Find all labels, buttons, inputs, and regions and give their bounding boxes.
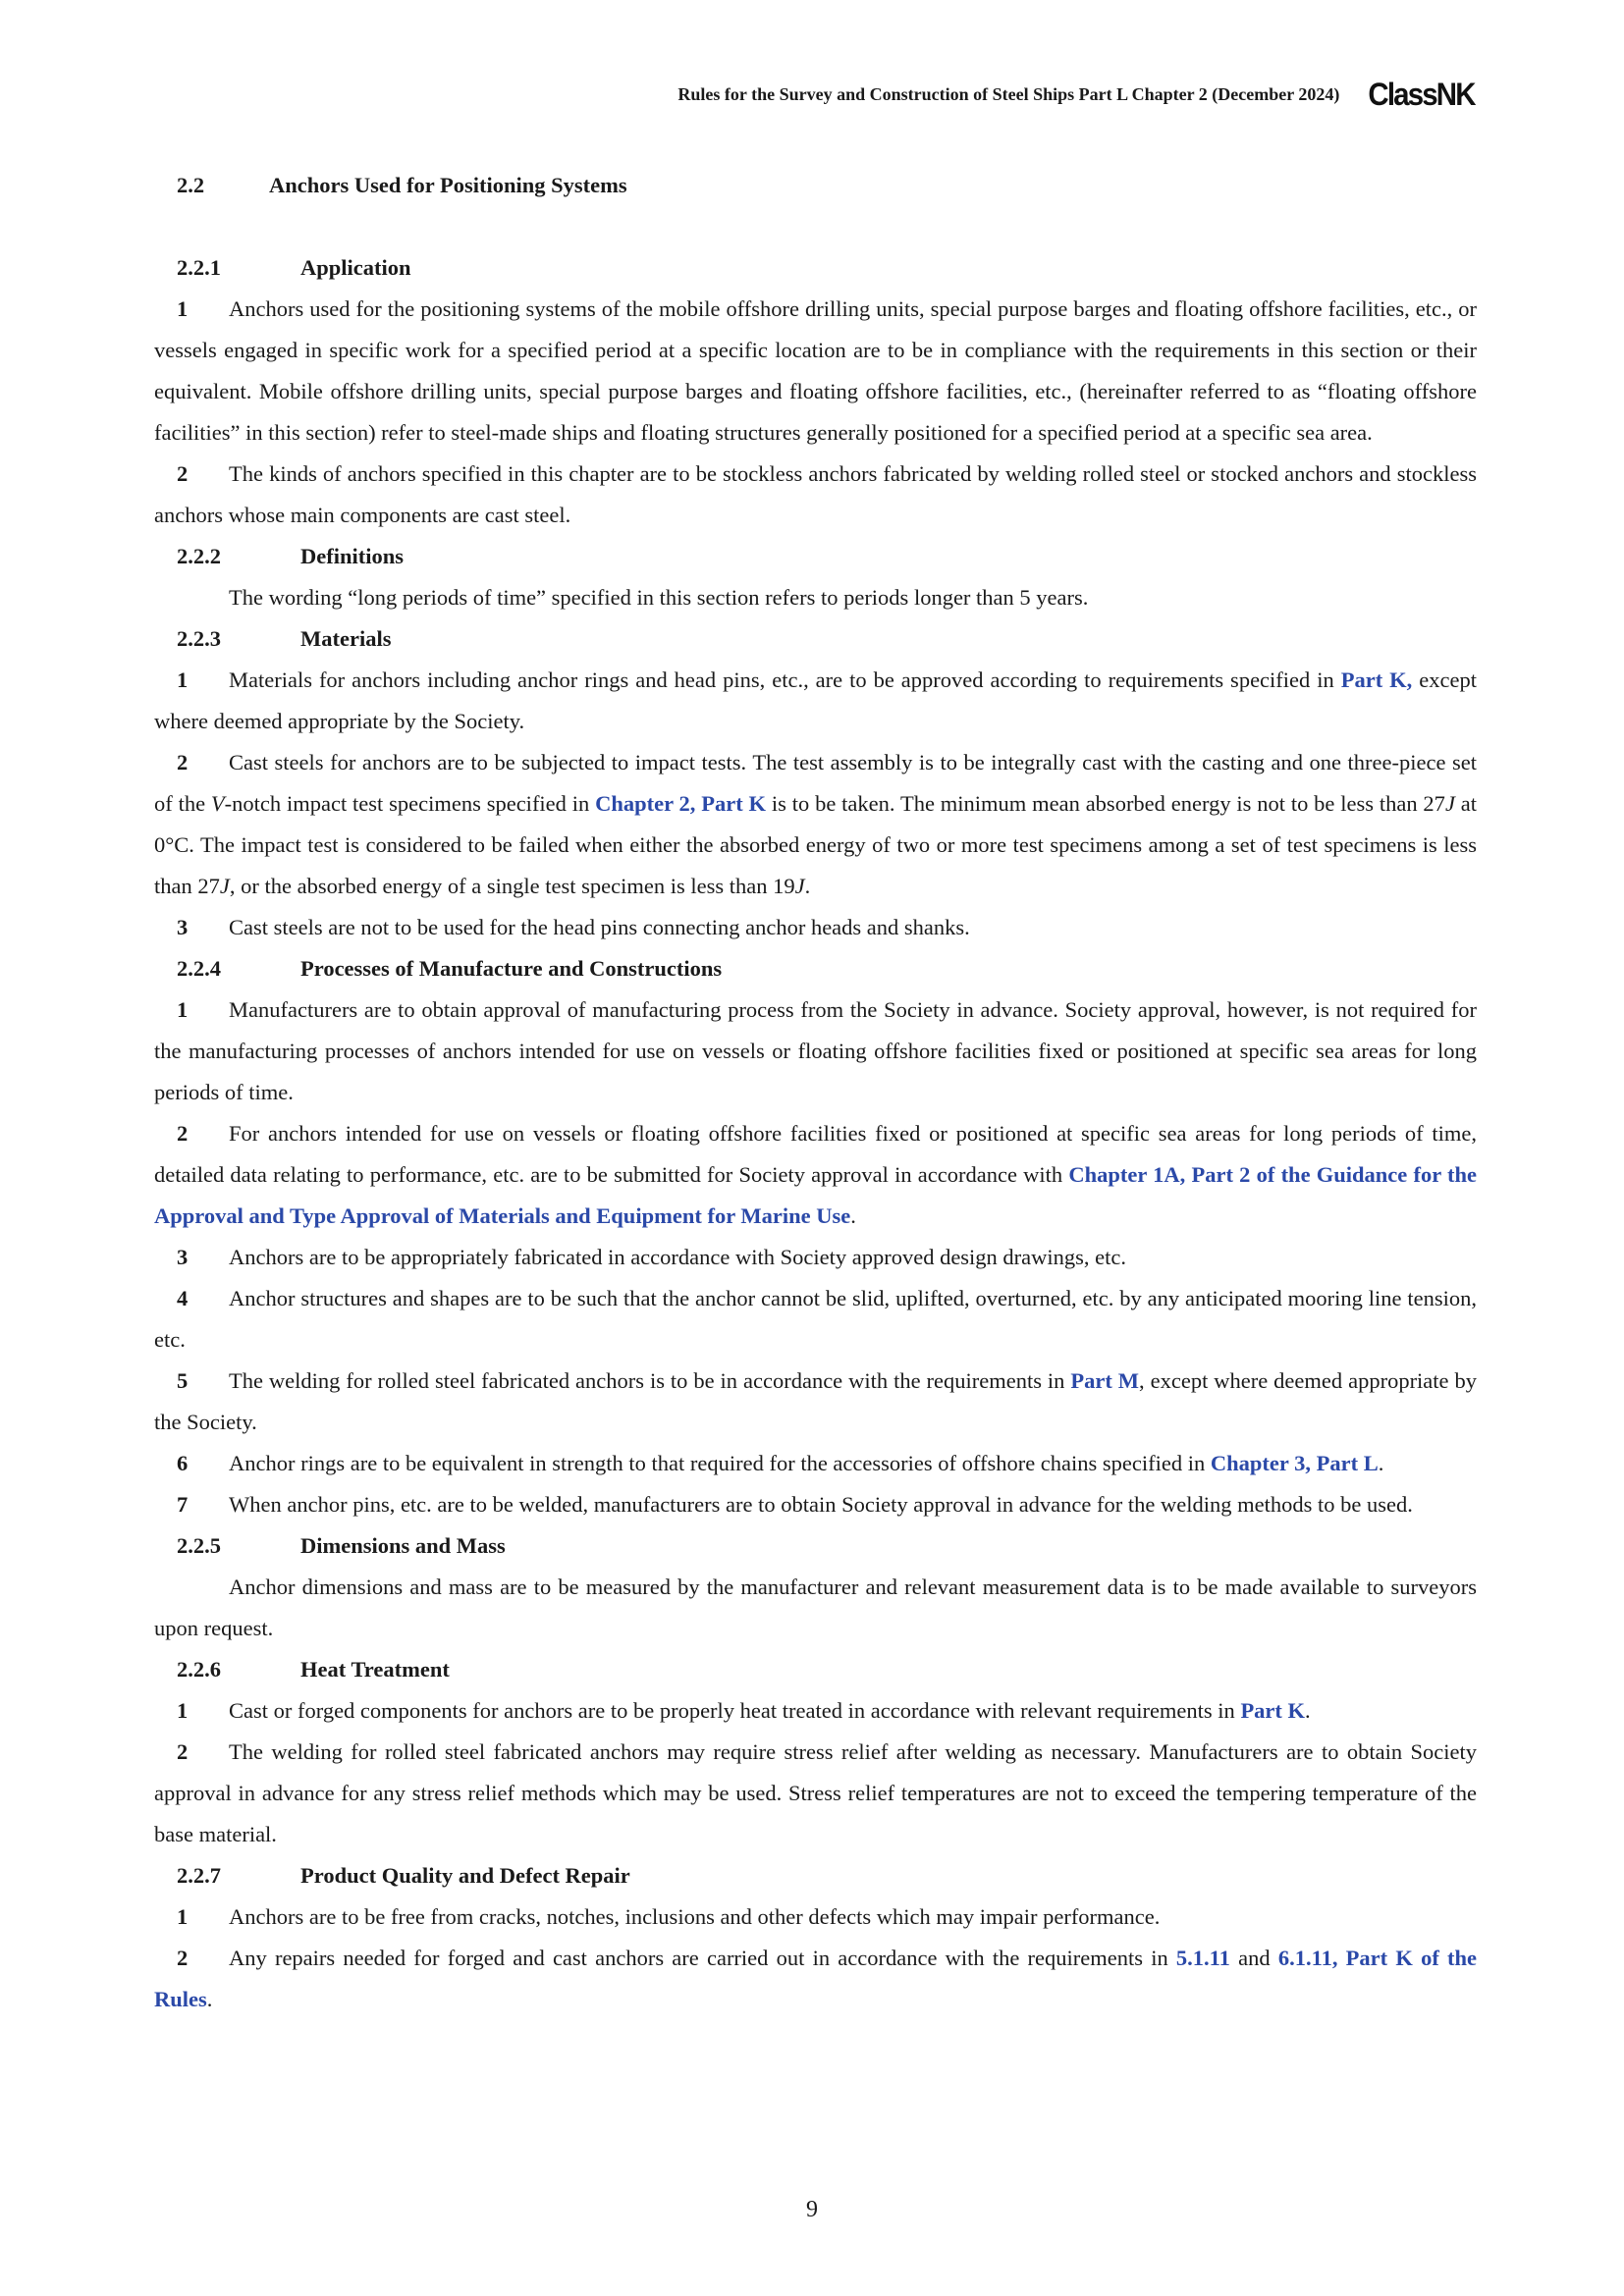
subsection-heading-materials	[177, 618, 1477, 660]
paragraph	[154, 1732, 1477, 1855]
subsection-number: 2.2.6	[177, 1657, 221, 1682]
subsection-heading-manufacture	[177, 948, 1477, 989]
paragraph-text: Manufacturers are to obtain approval of manufacturing process from the Society in advance. Society approval, however, is not required for the manufacturing processes of anchors intended for use on vessels or floating offshore facilities fixed or positioned at specific sea areas for long periods of time.	[154, 997, 1477, 1104]
paragraph-number: 2	[177, 750, 189, 774]
subsection-title: Materials	[300, 626, 392, 651]
paragraph-text: The wording “long periods of time” specified in this section refers to periods longer than 5 years.	[229, 585, 1089, 610]
paragraph	[154, 989, 1477, 1113]
paragraph-number: 1	[177, 997, 189, 1022]
text-run: Any repairs needed for forged and cast anchors are carried out in accordance with the requirements in	[229, 1946, 1176, 1970]
subsection-number: 2.2.4	[177, 956, 221, 981]
text-run: Anchor rings are to be equivalent in strength to that required for the accessories of offshore chains specified in	[229, 1451, 1211, 1475]
reference-link-chapter-2-part-k[interactable]: Chapter 2, Part K	[595, 791, 767, 816]
paragraph-number: 1	[177, 1698, 189, 1723]
paragraph	[154, 1113, 1477, 1237]
reference-link-part-k[interactable]: Part K,	[1340, 667, 1413, 692]
paragraph-number: 2	[177, 1946, 189, 1970]
paragraph-text: Cast steels are not to be used for the head pins connecting anchor heads and shanks.	[229, 915, 970, 939]
subsection-heading-application	[177, 247, 1477, 289]
text-run: except where deemed appropriate by the Society.	[154, 667, 1477, 733]
subsection-number: 2.2.7	[177, 1863, 221, 1888]
subsection-number: 2.2.2	[177, 544, 221, 568]
text-run: For anchors intended for use on vessels or floating offshore facilities fixed or positioned at specific sea areas for long periods of time, detailed data relating to performance, etc. are to be submitted for Society approval in accordance with	[154, 1121, 1477, 1187]
subsection-heading-dimensions	[177, 1525, 1477, 1567]
paragraph-text: Anchor structures and shapes are to be such that the anchor cannot be slid, uplifted, overturned, etc. by any anticipated mooring line tension, etc.	[154, 1286, 1477, 1352]
subsection-number: 2.2.3	[177, 626, 221, 651]
subsection-heading-product-quality	[177, 1855, 1477, 1896]
text-run: , or the absorbed energy of a single test specimen is less than 19	[229, 874, 795, 898]
paragraph-number: 2	[177, 1739, 189, 1764]
section-heading	[177, 165, 1477, 206]
paragraph	[154, 742, 1477, 907]
paragraph	[154, 1690, 1477, 1732]
text-run: is to be taken. The minimum mean absorbed energy is not to be less than 27	[766, 791, 1445, 816]
paragraph	[154, 660, 1477, 742]
paragraph-number: 1	[177, 1904, 189, 1929]
text-run: .	[206, 1987, 213, 2011]
subsection-number: 2.2.1	[177, 255, 221, 280]
paragraph	[154, 1484, 1477, 1525]
document-body	[154, 165, 1477, 2020]
subsection-title: Definitions	[300, 544, 405, 568]
subsection-title: Dimensions and Mass	[300, 1533, 506, 1558]
paragraph-text: Anchors are to be appropriately fabricated in accordance with Society approved design drawings, etc.	[229, 1245, 1127, 1269]
reference-link-part-m[interactable]: Part M	[1070, 1368, 1140, 1393]
italic-symbol: J	[794, 874, 805, 898]
reference-link-6-1-11-part-k[interactable]: 6.1.11, Part K of the Rules	[154, 1946, 1478, 2011]
paragraph	[154, 577, 1477, 618]
paragraph-number: 1	[177, 667, 189, 692]
paragraph	[154, 1278, 1477, 1361]
text-run: Cast or forged components for anchors are to be properly heat treated in accordance with relevant requirements in	[229, 1698, 1241, 1723]
paragraph	[154, 1361, 1477, 1443]
paragraph	[154, 454, 1477, 536]
paragraph	[154, 1896, 1477, 1938]
paragraph	[154, 1567, 1477, 1649]
paragraph-text: When anchor pins, etc. are to be welded, manufacturers are to obtain Society approval in advance for the welding methods to be used.	[229, 1492, 1413, 1517]
paragraph-text: Anchor dimensions and mass are to be measured by the manufacturer and relevant measurement data is to be made available to surveyors upon request.	[154, 1575, 1477, 1640]
paragraph-number: 3	[177, 1245, 189, 1269]
subsection-title: Product Quality and Defect Repair	[300, 1863, 630, 1888]
subsection-title: Heat Treatment	[300, 1657, 450, 1682]
paragraph-text: The welding for rolled steel fabricated anchors may require stress relief after welding as necessary. Manufacturers are to obtain Society approval in advance for any stress relief methods which may be used. Stress relief temperatures are not to exceed the tempering temperature of the base material.	[154, 1739, 1477, 1846]
paragraph-number: 3	[177, 915, 189, 939]
paragraph	[154, 289, 1477, 454]
text-run: and	[1229, 1946, 1278, 1970]
page-number: 9	[806, 2197, 818, 2222]
text-run: -notch impact test specimens specified in	[224, 791, 596, 816]
subsection-title: Application	[300, 255, 411, 280]
paragraph-text: Anchors used for the positioning systems of the mobile offshore drilling units, special purpose barges and floating offshore facilities, etc., or vessels engaged in specific work for a specified period at a specific location are to be in compliance with the requirements in this section or their equivalent. Mobile offshore drilling units, special purpose barges and floating offshore facilities, etc., (hereinafter referred to as “floating offshore facilities” in this section) refer to steel-made ships and floating structures generally positioned for a specified period at a specific sea area.	[154, 296, 1477, 445]
italic-symbol: J	[1444, 791, 1455, 816]
text-run: .	[1378, 1451, 1384, 1475]
paragraph-number: 2	[177, 461, 189, 486]
reference-link-chapter-1a-guidance[interactable]: Chapter 1A, Part 2 of the Guidance for the Approval and Type Approval of Materials and Equipment for Marine Use	[154, 1162, 1477, 1228]
paragraph-number: 1	[177, 296, 189, 321]
section-number: 2.2	[177, 173, 205, 197]
text-run: .	[850, 1203, 856, 1228]
header-title: Rules for the Survey and Construction of Steel Ships Part L Chapter 2 (December 2024)	[677, 84, 1340, 104]
paragraph-number: 7	[177, 1492, 189, 1517]
page-header	[677, 77, 1475, 113]
text-run: at 0°C. The impact test is considered to be failed when either the absorbed energy of two or more test specimens among a set of test specimens is less than 27	[154, 791, 1478, 898]
paragraph-number: 6	[177, 1451, 189, 1475]
italic-symbol: J	[219, 874, 230, 898]
reference-link-5-1-11[interactable]: 5.1.11	[1175, 1946, 1230, 1970]
text-run: .	[804, 874, 811, 898]
text-run: .	[1305, 1698, 1311, 1723]
subsection-heading-definitions	[177, 536, 1477, 577]
text-run: Materials for anchors including anchor rings and head pins, etc., are to be approved according to requirements specified in	[229, 667, 1341, 692]
subsection-number: 2.2.5	[177, 1533, 221, 1558]
paragraph-text: The kinds of anchors specified in this chapter are to be stockless anchors fabricated by welding rolled steel or stocked anchors and stockless anchors whose main components are cast steel.	[154, 461, 1477, 527]
paragraph-number: 4	[177, 1286, 189, 1310]
section-title: Anchors Used for Positioning Systems	[269, 173, 627, 197]
reference-link-part-k[interactable]: Part K	[1240, 1698, 1306, 1723]
text-run: The welding for rolled steel fabricated anchors is to be in accordance with the requirements in	[229, 1368, 1071, 1393]
subsection-heading-heat-treatment	[177, 1649, 1477, 1690]
subsection-title: Processes of Manufacture and Constructions	[300, 956, 723, 981]
paragraph-number: 2	[177, 1121, 189, 1146]
reference-link-chapter-3-part-l[interactable]: Chapter 3, Part L	[1210, 1451, 1379, 1475]
paragraph	[154, 1938, 1477, 2020]
italic-symbol: V	[210, 791, 225, 816]
paragraph	[154, 1443, 1477, 1484]
paragraph	[154, 1237, 1477, 1278]
classnk-logo: ClassNK	[1368, 77, 1475, 112]
paragraph-number: 5	[177, 1368, 189, 1393]
text-run: , except where deemed appropriate by the Society.	[154, 1368, 1477, 1434]
paragraph	[154, 907, 1477, 948]
paragraph-text: Anchors are to be free from cracks, notches, inclusions and other defects which may impair performance.	[229, 1904, 1161, 1929]
text-run: Cast steels for anchors are to be subjected to impact tests. The test assembly is to be integrally cast with the casting and one three-piece set of the	[154, 750, 1477, 816]
